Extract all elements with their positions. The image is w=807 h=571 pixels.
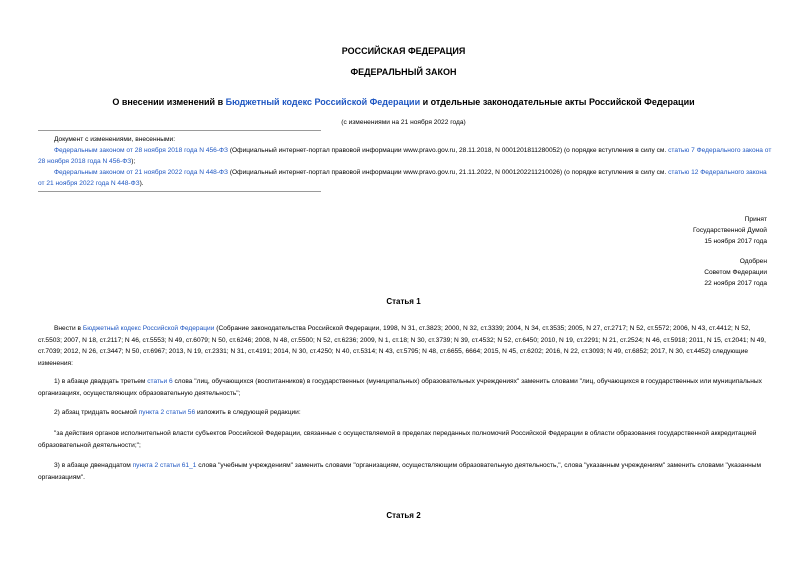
budget-code-link[interactable]: Бюджетный кодекс Российской Федерации bbox=[225, 97, 421, 107]
amendment-law-link[interactable]: Федеральным законом от 21 ноября 2022 года N 448-ФЗ bbox=[54, 169, 229, 176]
amendment-article-link[interactable]: статью 12 Федерального закона от 21 ноября 2022 года N 448-ФЗ bbox=[38, 169, 767, 187]
amendments-block bbox=[38, 134, 773, 189]
accepted-label: Принят bbox=[744, 216, 767, 223]
article-1-heading: Статья 1 bbox=[386, 297, 421, 306]
accepted-date: 15 ноября 2017 года bbox=[704, 238, 767, 245]
article-1-item-2: 2) абзац тридцать восьмой пункта 2 статьи 56 изложить в следующей редакции: bbox=[54, 409, 301, 416]
amendments-intro: Документ с изменениями, внесенными: bbox=[54, 136, 176, 143]
article-6-link[interactable]: статьи 6 bbox=[147, 378, 173, 385]
approved-by: Советом Федерации bbox=[704, 269, 767, 276]
article-61-1-link[interactable]: пункта 2 статьи 61_1 bbox=[132, 462, 197, 469]
amendment-law-link[interactable]: Федеральным законом от 28 ноября 2018 года N 456-ФЗ bbox=[54, 147, 229, 154]
amendment-item: Федеральным законом от 21 ноября 2022 года N 448-ФЗ (Официальный интернет-портал правовой информации www.pravo.gov.ru, 21.11.2022, N 0001202211210026) (о порядке вступления в силу см. статью 12 Федерального закона от 21 ноября 2022 года N 448-ФЗ). bbox=[38, 169, 767, 187]
article-1-item-3: 3) в абзаце двенадцатом пункта 2 статьи 61_1 слова "учебным учреждениям" заменить словами "организациям, осуществляющим образовательную деятельность,", слова "указанным учреждениям" заменить словами "указанным организациям". bbox=[38, 462, 761, 481]
law-type-heading: ФЕДЕРАЛЬНЫЙ ЗАКОН bbox=[350, 67, 457, 77]
article-1-intro: Внести в Бюджетный кодекс Российской Федерации (Собрание законодательства Российской Федерации, 1998, N 31, ст.3823; 2000, N 32, ст.3339; 2004, N 34, ст.3535; 2005, N 27, ст.2717; N 52, ст.5572; 2006, N 43, ст.4412; N 52, ст.5503; 2007, N 18, ст.2117; N 46, ст.5553; N 49, ст.6079; N 50, ст.6246; 2008, N 48, ст.5500; N 52, ст.6236; 2009, N 1, ст.18; N 30, ст.3739; N 39, ст.4532; N 52, ст.6450; 2010, N 19, ст.2291; N 21, ст.2524; N 46, ст.5918; 2011, N 15, ст.2041; N 49, ст.7039; 2012, N 26, ст.3447; N 50, ст.6967; 2013, N 19, ст.2331; N 31, ст.4191; 2014, N 30, ст.4250; N 40, ст.5314; N 43, ст.5795; N 48, ст.6655, 6664; 2015, N 45, ст.6202; 2016, N 22, ст.3093; N 49, ст.6852; 2017, N 30, ст.4452) следующие изменения: bbox=[38, 325, 766, 367]
article-56-link[interactable]: пункта 2 статьи 56 bbox=[138, 409, 196, 416]
article-1-item-1: 1) в абзаце двадцать третьем статьи 6 слова "лиц, обучающихся (воспитанников) в государственных (муниципальных) образовательных учреждениях" заменить словами "лиц, обучающихся в государственных или муниципальных организациях, осуществляющих образовательную деятельность"; bbox=[38, 378, 762, 397]
title-suffix: и отдельные законодательные акты Российской Федерации bbox=[420, 97, 695, 107]
amendments-bottom-divider bbox=[38, 191, 321, 192]
country-heading: РОССИЙСКАЯ ФЕДЕРАЦИЯ bbox=[341, 46, 466, 56]
approved-date: 22 ноября 2017 года bbox=[704, 280, 767, 287]
title-prefix: О внесении изменений в bbox=[112, 97, 226, 107]
article-1-quoted-paragraph: "за действия органов исполнительной власти субъектов Российской Федерации, связанные с осуществляемой в пределах переданных полномочий Российской Федерации в области образования государственной аккредитацией образовательной деятельности;"; bbox=[38, 430, 757, 449]
adoption-council bbox=[704, 256, 767, 289]
budget-code-link[interactable]: Бюджетный кодекс Российской Федерации bbox=[82, 325, 215, 332]
amendment-item: Федеральным законом от 28 ноября 2018 года N 456-ФЗ (Официальный интернет-портал правовой информации www.pravo.gov.ru, 28.11.2018, N 0001201811280052) (о порядке вступления в силу см. статью 7 Федерального закона от 28 ноября 2018 года N 456-ФЗ); bbox=[38, 147, 772, 165]
amendment-article-link[interactable]: статью 7 Федерального закона от 28 ноября 2018 года N 456-ФЗ bbox=[38, 147, 772, 165]
document-title bbox=[0, 97, 807, 107]
adoption-duma bbox=[693, 214, 767, 247]
article-2-heading: Статья 2 bbox=[386, 511, 421, 520]
accepted-by: Государственной Думой bbox=[693, 227, 767, 234]
approved-label: Одобрен bbox=[739, 258, 767, 265]
revision-note: (с изменениями на 21 ноября 2022 года) bbox=[341, 119, 466, 126]
amendments-top-divider bbox=[38, 130, 321, 131]
